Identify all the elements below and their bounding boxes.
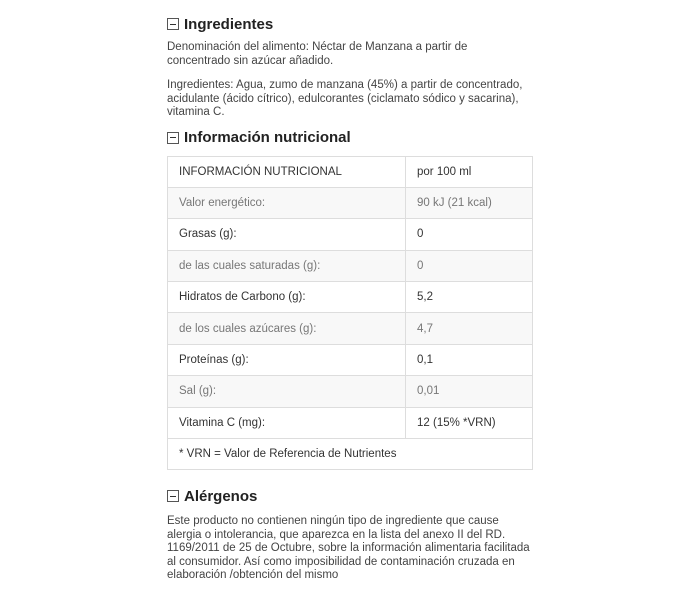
table-row [168,376,533,407]
denominacion-text: Denominación del alimento: Néctar de Manzana a partir de concentrado sin azúcar añadido. [167,41,468,67]
nutrient-label: Proteínas (g): [168,344,406,375]
nutrient-label: Valor energético: [168,187,406,218]
ingredientes-list-text: Ingredientes: Agua, zumo de manzana (45%) a partir de concentrado, acidulante (ácido cítrico), edulcorantes (ciclamato sódico y sacarina), vitamina C. [167,79,523,118]
alergenos-header [167,483,533,509]
nutrient-label: de los cuales azúcares (g): [168,313,406,344]
nutrient-value: 0 [406,250,533,281]
nutrient-label: Grasas (g): [168,219,406,250]
nutrition-header-value: por 100 ml [406,156,533,187]
collapse-alergenos-toggle-icon[interactable] [167,490,179,502]
table-row [168,250,533,281]
nutrition-table-header-row [168,156,533,187]
table-row [168,282,533,313]
nutrient-value: 0,01 [406,376,533,407]
table-row [168,407,533,438]
product-info-panel [167,0,533,583]
nutrient-label: Hidratos de Carbono (g): [168,282,406,313]
table-row [168,313,533,344]
nutrient-label: Vitamina C (mg): [168,407,406,438]
collapse-ingredientes-toggle-icon[interactable] [167,18,179,30]
nutrient-value: 0 [406,219,533,250]
nutricional-header [167,125,533,151]
collapse-nutricional-toggle-icon[interactable] [167,132,179,144]
table-row [168,187,533,218]
alergenos-text: Este producto no contienen ningún tipo de ingrediente que cause alergia o intolerancia, que aparezca en la lista del anexo II del RD. 1169/2011 de 25 de Octubre, sobre la información alimentaria facilitada al consumidor. Así como imposibilidad de contaminación cruzada en elaboración /obtención del mismo [167,515,530,582]
nutrition-table [167,156,533,471]
table-row [168,219,533,250]
nutrient-label: de las cuales saturadas (g): [168,250,406,281]
vrn-footnote: * VRN = Valor de Referencia de Nutrientes [168,439,533,470]
alergenos-title: Alérgenos [184,487,258,505]
ingredientes-title: Ingredientes [184,15,274,33]
nutrient-label: Sal (g): [168,376,406,407]
nutrient-value: 4,7 [406,313,533,344]
nutrient-value: 90 kJ (21 kcal) [406,187,533,218]
nutrient-value: 5,2 [406,282,533,313]
table-row [168,344,533,375]
nutrition-footnote-row [168,439,533,470]
ingredientes-header [167,11,533,37]
nutricional-title: Información nutricional [184,129,351,146]
nutrient-value: 0,1 [406,344,533,375]
nutrition-header-label: INFORMACIÓN NUTRICIONAL [168,156,406,187]
nutrient-value: 12 (15% *VRN) [406,407,533,438]
